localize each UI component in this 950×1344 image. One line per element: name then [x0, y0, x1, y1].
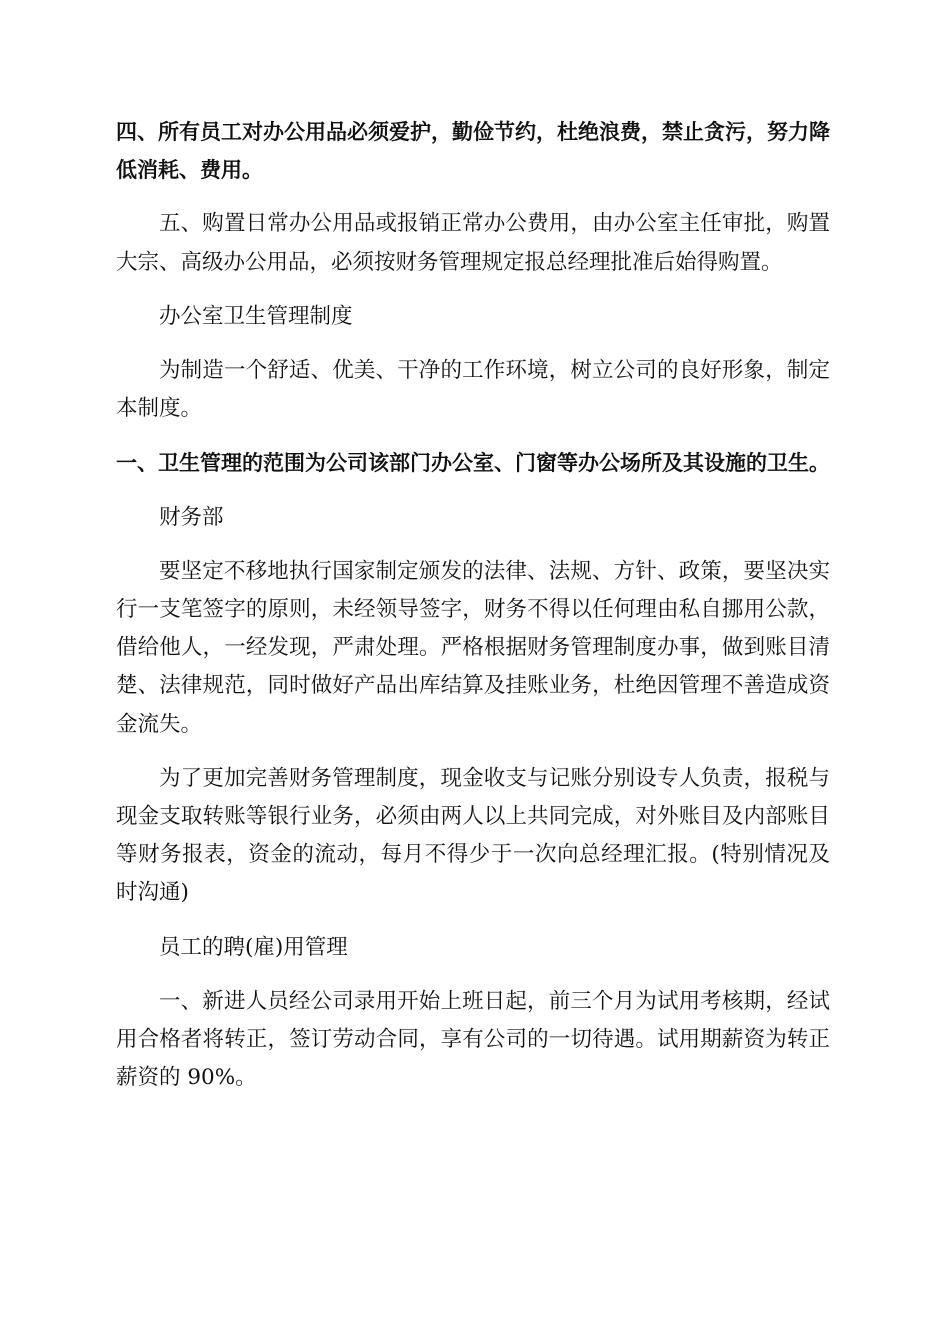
heading-employee-hiring: 员工的聘(雇)用管理 [159, 934, 348, 960]
paragraph-finance-management: 为了更加完善财务管理制度，现金收支与记账分别设专人负责，报税与现金支取转账等银行业务，必须由两人以上共同完成，对外账目及内部账目等财务报表，资金的流动，每月不得少于一次向总经理汇报。(特别情况及时沟通) [116, 765, 830, 906]
paragraph-hygiene-scope: 一、卫生管理的范围为公司该部门办公室、门窗等办公场所及其设施的卫生。 [116, 451, 830, 476]
paragraph-finance-rules: 要坚定不移地执行国家制定颁发的法律、法规、方针、政策，要坚决实行一支笔签字的原则，未经领导签字，财务不得以任何理由私自挪用公款，借给他人，一经发现，严肃处理。严格根据财务管理制度办事，做到账目清楚、法律规范，同时做好产品出库结算及挂账业务，杜绝因管理不善造成资金流失。 [116, 558, 830, 737]
heading-finance-department: 财务部 [159, 504, 224, 530]
heading-office-hygiene: 办公室卫生管理制度 [159, 303, 353, 329]
paragraph-office-supplies-purchase: 五、购置日常办公用品或报销正常办公费用，由办公室主任审批，购置大宗、高级办公用品，必须按财务管理规定报总经理批准后始得购置。 [116, 211, 830, 275]
document-body [116, 113, 830, 1113]
paragraph-probation: 一、新进人员经公司录用开始上班日起，前三个月为试用考核期，经试用合格者将转正，签订劳动合同，享有公司的一切待遇。试用期薪资为转正薪资的 90%。 [116, 988, 830, 1091]
paragraph-hygiene-purpose: 为制造一个舒适、优美、干净的工作环境，树立公司的良好形象，制定本制度。 [116, 358, 830, 422]
paragraph-office-supplies-care: 四、所有员工对办公用品必须爱护，勤俭节约，杜绝浪费，禁止贪污，努力降低消耗、费用。 [116, 120, 830, 183]
